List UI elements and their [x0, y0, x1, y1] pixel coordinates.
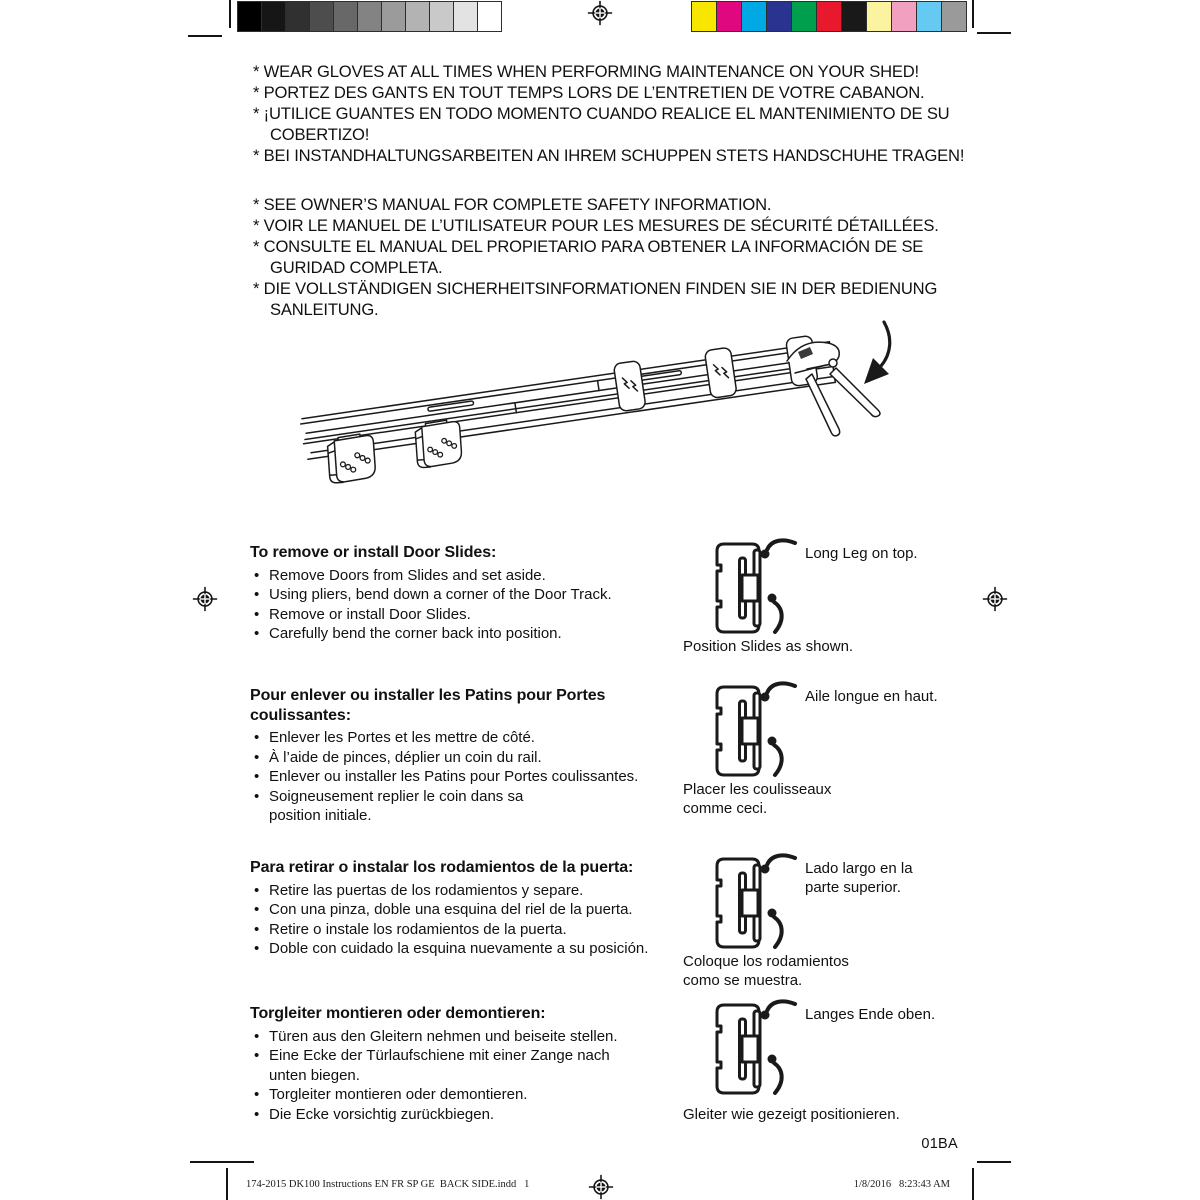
callout-bottom-line: Placer les coulisseaux	[683, 781, 832, 798]
calibration-swatch	[381, 1, 406, 32]
bend-arrow-icon	[864, 322, 890, 384]
instruction-bullet: • Remove or install Door Slides.	[254, 605, 471, 623]
slide-position-diagram	[683, 999, 983, 1134]
calibration-swatch	[916, 1, 942, 32]
instruction-bullet: • Using pliers, bend down a corner of the Door Track.	[254, 586, 612, 603]
instruction-bullet: • Doble con cuidado la esquina nuevamente a su posición.	[254, 940, 649, 957]
door-slide-on-track	[613, 360, 646, 411]
warning-block-manual	[253, 194, 993, 320]
bullet-dot: •	[254, 881, 260, 899]
callout-bottom-line: Gleiter wie gezeigt positionieren.	[683, 1106, 900, 1123]
bullet-dot: •	[254, 787, 260, 805]
bullet-dot: •	[254, 1105, 260, 1123]
warning-line: * DIE VOLLSTÄNDIGEN SICHERHEITSINFORMATIONEN FINDEN SIE IN DER BEDIENUNG	[253, 279, 938, 298]
warning-line: * ¡UTILICE GUANTES EN TODO MOMENTO CUANDO REALICE EL MANTENIMIENTO DE SU	[253, 104, 950, 123]
door-slide-part	[415, 419, 463, 468]
calibration-swatch	[716, 1, 742, 32]
calibration-swatch	[309, 1, 334, 32]
grayscale-calibration-bar	[238, 1, 502, 32]
heading-line: Torgleiter montieren oder demontieren:	[250, 1005, 546, 1022]
instruction-bullet: • Eine Ecke der Türlaufschiene mit einer Zange nach	[254, 1047, 610, 1064]
section-bullets	[250, 566, 695, 644]
section-spanish	[250, 858, 913, 989]
page-code: 01BA	[921, 1136, 958, 1152]
warning-line: * SEE OWNER’S MANUAL FOR COMPLETE SAFETY INFORMATION.	[253, 195, 772, 214]
calibration-swatch	[237, 1, 262, 32]
instruction-bullet: • Con una pinza, doble una esquina del riel de la puerta.	[254, 901, 633, 918]
instruction-bullet: • Enlever les Portes et les mettre de côté.	[254, 729, 535, 746]
callout-bottom-line: como se muestra.	[683, 972, 803, 989]
heading-line: coulissantes:	[250, 706, 351, 724]
bullet-dot: •	[254, 901, 260, 918]
warning-line: * PORTEZ DES GANTS EN TOUT TEMPS LORS DE L’ENTRETIEN DE VOTRE CABANON.	[253, 83, 925, 102]
warning-line: * BEI INSTANDHALTUNGSARBEITEN AN IHREM SCHUPPEN STETS HANDSCHUHE TRAGEN!	[253, 146, 965, 165]
calibration-swatch	[766, 1, 792, 32]
bullet-dot: •	[254, 920, 260, 938]
callout-long-leg	[805, 687, 938, 706]
callout-long-leg	[805, 859, 913, 897]
callout-top-line: Langes Ende oben.	[805, 1006, 936, 1023]
bullet-dot: •	[254, 940, 260, 957]
warning-block-gloves	[253, 61, 993, 166]
slug-filename: 174-2015 DK100 Instructions EN FR SP GE BACK SIDE.indd 1	[246, 1179, 530, 1190]
door-track-rail	[299, 333, 836, 460]
callout-position	[683, 780, 831, 818]
calibration-swatch	[261, 1, 286, 32]
warning-line: * VOIR LE MANUEL DE L’UTILISATEUR POUR LES MESURES DE SÉCURITÉ DÉTAILLÉES.	[253, 216, 939, 235]
instruction-bullet: • Retire las puertas de los rodamientos y separe.	[254, 881, 584, 899]
callout-top-line: Long Leg on top.	[805, 545, 918, 562]
warning-line: COBERTIZO!	[270, 125, 370, 144]
pliers-drawing	[787, 342, 880, 436]
slide-position-diagram	[683, 853, 983, 988]
calibration-swatch	[816, 1, 842, 32]
warning-line: * WEAR GLOVES AT ALL TIMES WHEN PERFORMING MAINTENANCE ON YOUR SHED!	[253, 62, 919, 81]
registration-mark-icon	[192, 586, 218, 612]
calibration-swatch	[891, 1, 917, 32]
bullet-dot: •	[254, 748, 260, 766]
slide-position-diagram	[683, 681, 983, 816]
calibration-swatch	[357, 1, 382, 32]
callout-bottom-line: Position Slides as shown.	[683, 638, 854, 655]
section-heading	[250, 1004, 695, 1024]
crop-mark	[188, 35, 222, 37]
bullet-dot: •	[254, 625, 260, 642]
calibration-swatch	[741, 1, 767, 32]
calibration-swatch	[285, 1, 310, 32]
calibration-swatch	[866, 1, 892, 32]
callout-bottom-line: Coloque los rodamientos	[683, 953, 849, 970]
heading-line: Pour enlever ou installer les Patins pour Portes	[250, 687, 606, 704]
bullet-dot: •	[254, 768, 260, 785]
callout-top-line: Lado largo en la	[805, 860, 913, 877]
crop-mark	[972, 0, 974, 28]
bullet-dot: •	[254, 729, 260, 746]
instruction-bullet: • Enlever ou installer les Patins pour Portes coulissantes.	[254, 768, 639, 785]
section-german	[250, 1004, 936, 1124]
calibration-swatch	[429, 1, 454, 32]
section-french	[250, 686, 938, 826]
bullet-dot: •	[254, 1086, 260, 1103]
door-track-illustration	[290, 316, 910, 512]
slide-position-diagram	[683, 538, 983, 673]
calibration-swatch	[791, 1, 817, 32]
bullet-dot: •	[254, 586, 260, 603]
crop-mark	[972, 1168, 974, 1200]
crop-mark	[977, 32, 1011, 34]
section-heading	[250, 686, 695, 725]
callout-bottom-line: comme ceci.	[683, 800, 768, 817]
calibration-swatch	[941, 1, 967, 32]
calibration-swatch	[453, 1, 478, 32]
instruction-bullet: • Torgleiter montieren oder demontieren.	[254, 1086, 528, 1103]
calibration-swatch	[841, 1, 867, 32]
instruction-bullet: • Carefully bend the corner back into position.	[254, 625, 562, 642]
bullet-dot: •	[254, 566, 260, 584]
heading-line: To remove or install Door Slides:	[250, 544, 497, 561]
door-slide-part	[327, 433, 376, 483]
bullet-dot: •	[254, 605, 260, 623]
registration-mark-icon	[982, 586, 1008, 612]
slug-datetime: 1/8/2016 8:23:43 AM	[853, 1179, 950, 1190]
warning-line: * CONSULTE EL MANUAL DEL PROPIETARIO PARA OBTENER LA INFORMACIÓN DE SE	[253, 237, 924, 256]
color-calibration-bar	[692, 1, 967, 32]
section-heading	[250, 543, 695, 563]
warning-line: GURIDAD COMPLETA.	[270, 258, 443, 277]
crop-mark	[190, 1161, 254, 1163]
crop-mark	[977, 1161, 1011, 1163]
crop-mark	[229, 0, 231, 28]
section-bullets	[250, 1027, 695, 1125]
section-heading	[250, 858, 695, 878]
instruction-bullet: position initiale.	[269, 807, 372, 824]
instruction-bullet: • Die Ecke vorsichtig zurückbiegen.	[254, 1105, 495, 1123]
heading-line: Para retirar o instalar los rodamientos de la puerta:	[250, 859, 634, 876]
callout-position	[683, 1105, 900, 1124]
registration-mark-icon	[587, 0, 613, 26]
calibration-swatch	[333, 1, 358, 32]
registration-mark-icon	[588, 1174, 614, 1200]
callout-top-line: Aile longue en haut.	[805, 688, 938, 705]
bullet-dot: •	[254, 1047, 260, 1064]
callout-top-line: parte superior.	[805, 879, 901, 896]
calibration-swatch	[477, 1, 502, 32]
calibration-swatch	[691, 1, 717, 32]
section-english	[250, 543, 918, 655]
instruction-bullet: • Remove Doors from Slides and set aside.	[254, 566, 546, 584]
instruction-bullet: unten biegen.	[269, 1066, 360, 1084]
section-bullets	[250, 728, 695, 826]
callout-position	[683, 952, 849, 990]
warning-line: SANLEITUNG.	[270, 300, 379, 319]
instruction-bullet: • À l’aide de pinces, déplier un coin du rail.	[254, 748, 542, 766]
instruction-bullet: • Retire o instale los rodamientos de la puerta.	[254, 920, 567, 938]
bullet-dot: •	[254, 1027, 260, 1045]
instruction-bullet: • Soigneusement replier le coin dans sa	[254, 787, 524, 805]
callout-position	[683, 637, 853, 656]
instruction-bullet: • Türen aus den Gleitern nehmen und beiseite stellen.	[254, 1027, 618, 1045]
callout-long-leg	[805, 544, 918, 563]
crop-mark	[226, 1168, 228, 1200]
callout-long-leg	[805, 1005, 935, 1024]
door-slide-on-track	[704, 347, 737, 398]
calibration-swatch	[405, 1, 430, 32]
section-bullets	[250, 881, 695, 959]
